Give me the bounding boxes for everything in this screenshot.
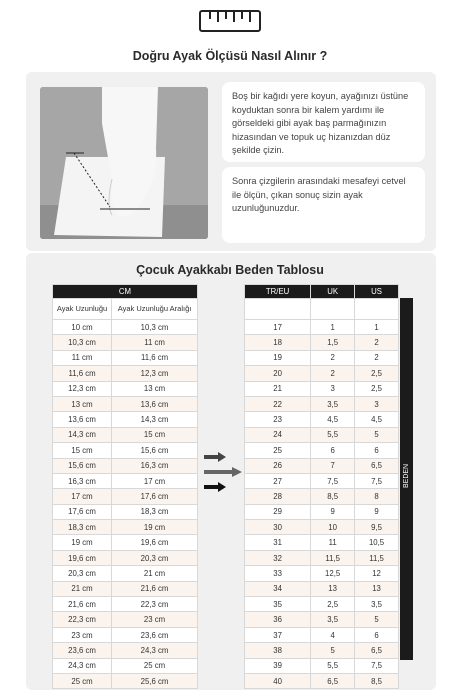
uk-cell: 2 bbox=[311, 350, 355, 365]
size-row bbox=[245, 427, 399, 442]
size-row-cm bbox=[53, 535, 198, 550]
us-cell: 6,5 bbox=[355, 458, 399, 473]
size-row-cm bbox=[53, 673, 198, 688]
foot-range-cell: 21,6 cm bbox=[112, 581, 198, 596]
size-row-cm bbox=[53, 335, 198, 350]
tr-eu-cell: 19 bbox=[245, 350, 311, 365]
tr-eu-cell: 37 bbox=[245, 627, 311, 642]
size-row bbox=[245, 458, 399, 473]
us-cell: 11,5 bbox=[355, 550, 399, 565]
cm-table bbox=[52, 284, 198, 689]
size-row bbox=[245, 597, 399, 612]
instruction-card-2: Sonra çizgilerin arasındaki mesafeyi cetvel ile ölçün, çıkan sonuç sizin ayak uzunluğunuzdur. bbox=[222, 167, 425, 243]
foot-length-cell: 25 cm bbox=[53, 673, 112, 688]
size-row bbox=[245, 443, 399, 458]
us-cell: 6 bbox=[355, 443, 399, 458]
tr-eu-cell: 35 bbox=[245, 597, 311, 612]
us-cell: 8 bbox=[355, 489, 399, 504]
size-row bbox=[245, 535, 399, 550]
uk-cell: 11,5 bbox=[311, 550, 355, 565]
us-cell: 13 bbox=[355, 581, 399, 596]
size-row-cm bbox=[53, 350, 198, 365]
size-row bbox=[245, 643, 399, 658]
foot-length-cell: 16,3 cm bbox=[53, 473, 112, 488]
foot-range-cell: 11,6 cm bbox=[112, 350, 198, 365]
tr-eu-cell: 22 bbox=[245, 396, 311, 411]
us-cell: 5 bbox=[355, 612, 399, 627]
size-row-cm bbox=[53, 566, 198, 581]
us-cell: 4,5 bbox=[355, 412, 399, 427]
size-row-cm bbox=[53, 366, 198, 381]
foot-length-cell: 21 cm bbox=[53, 581, 112, 596]
foot-length-cell: 10 cm bbox=[53, 320, 112, 335]
size-row-cm bbox=[53, 581, 198, 596]
uk-cell: 5,5 bbox=[311, 427, 355, 442]
tr-eu-cell: 18 bbox=[245, 335, 311, 350]
size-row-cm bbox=[53, 381, 198, 396]
size-row-cm bbox=[53, 458, 198, 473]
uk-cell: 3,5 bbox=[311, 396, 355, 411]
foot-length-cell: 23 cm bbox=[53, 627, 112, 642]
cm-header: CM bbox=[53, 285, 198, 299]
uk-cell: 11 bbox=[311, 535, 355, 550]
us-cell: 3 bbox=[355, 396, 399, 411]
foot-length-cell: 15,6 cm bbox=[53, 458, 112, 473]
foot-length-cell: 19,6 cm bbox=[53, 550, 112, 565]
tr-eu-cell: 29 bbox=[245, 504, 311, 519]
size-row-cm bbox=[53, 489, 198, 504]
size-row bbox=[245, 473, 399, 488]
us-cell: 7,5 bbox=[355, 473, 399, 488]
size-row bbox=[245, 504, 399, 519]
us-cell: 2 bbox=[355, 350, 399, 365]
uk-cell: 2,5 bbox=[311, 597, 355, 612]
tr-eu-cell: 40 bbox=[245, 673, 311, 688]
size-row-cm bbox=[53, 396, 198, 411]
foot-length-cell: 24,3 cm bbox=[53, 658, 112, 673]
foot-measure-image bbox=[40, 87, 208, 239]
tr-eu-cell: 28 bbox=[245, 489, 311, 504]
foot-range-cell: 14,3 cm bbox=[112, 412, 198, 427]
size-row bbox=[245, 581, 399, 596]
foot-range-cell: 22,3 cm bbox=[112, 597, 198, 612]
tr-eu-cell: 23 bbox=[245, 412, 311, 427]
tr-eu-cell: 31 bbox=[245, 535, 311, 550]
size-row bbox=[245, 335, 399, 350]
uk-cell: 12,5 bbox=[311, 566, 355, 581]
us-cell: 2,5 bbox=[355, 366, 399, 381]
foot-range-cell: 19 cm bbox=[112, 520, 198, 535]
size-row bbox=[245, 320, 399, 335]
foot-length-cell: 11 cm bbox=[53, 350, 112, 365]
size-row-cm bbox=[53, 320, 198, 335]
uk-cell: 1,5 bbox=[311, 335, 355, 350]
foot-length-cell: 11,6 cm bbox=[53, 366, 112, 381]
foot-length-cell: 17,6 cm bbox=[53, 504, 112, 519]
foot-range-cell: 17,6 cm bbox=[112, 489, 198, 504]
us-cell: 10,5 bbox=[355, 535, 399, 550]
us-cell: 1 bbox=[355, 320, 399, 335]
tr-eu-cell: 36 bbox=[245, 612, 311, 627]
size-chart-title: Çocuk Ayakkabı Beden Tablosu bbox=[136, 263, 324, 277]
size-row bbox=[245, 612, 399, 627]
us-cell: 9,5 bbox=[355, 520, 399, 535]
foot-range-cell: 16,3 cm bbox=[112, 458, 198, 473]
foot-length-cell: 20,3 cm bbox=[53, 566, 112, 581]
tr-eu-cell: 30 bbox=[245, 520, 311, 535]
size-row bbox=[245, 658, 399, 673]
foot-range-cell: 25 cm bbox=[112, 658, 198, 673]
uk-cell: 2 bbox=[311, 366, 355, 381]
tr-eu-cell: 17 bbox=[245, 320, 311, 335]
foot-length-cell: 22,3 cm bbox=[53, 612, 112, 627]
foot-range-cell: 23 cm bbox=[112, 612, 198, 627]
foot-length-cell: 12,3 cm bbox=[53, 381, 112, 396]
tr-eu-cell: 24 bbox=[245, 427, 311, 442]
size-row bbox=[245, 412, 399, 427]
foot-range-cell: 20,3 cm bbox=[112, 550, 198, 565]
us-cell: 8,5 bbox=[355, 673, 399, 688]
col-foot-length: Ayak Uzunluğu bbox=[53, 299, 112, 320]
measure-title: Doğru Ayak Ölçüsü Nasıl Alınır ? bbox=[132, 49, 328, 63]
size-row-cm bbox=[53, 643, 198, 658]
size-row-cm bbox=[53, 627, 198, 642]
uk-header: UK bbox=[311, 285, 355, 299]
us-cell: 6,5 bbox=[355, 643, 399, 658]
tr-eu-cell: 26 bbox=[245, 458, 311, 473]
foot-length-cell: 17 cm bbox=[53, 489, 112, 504]
beden-label: BEDEN bbox=[403, 463, 410, 488]
size-row bbox=[245, 381, 399, 396]
foot-range-cell: 24,3 cm bbox=[112, 643, 198, 658]
tr-eu-cell: 27 bbox=[245, 473, 311, 488]
us-cell: 9 bbox=[355, 504, 399, 519]
instruction-card-1: Boş bir kağıdı yere koyun, ayağınızı üstüne koyduktan sonra bir kalem yardımı ile görseldeki gibi ayak baş parmağınızın hizasından ve topuk uç hizanızdan düz şekilde çizin. bbox=[222, 82, 425, 162]
size-row-cm bbox=[53, 658, 198, 673]
us-cell: 7,5 bbox=[355, 658, 399, 673]
tr-eu-header: TR/EU bbox=[245, 285, 311, 299]
foot-range-cell: 15,6 cm bbox=[112, 443, 198, 458]
tr-eu-cell: 32 bbox=[245, 550, 311, 565]
foot-range-cell: 17 cm bbox=[112, 473, 198, 488]
us-cell: 3,5 bbox=[355, 597, 399, 612]
foot-length-cell: 19 cm bbox=[53, 535, 112, 550]
size-row bbox=[245, 396, 399, 411]
foot-length-cell: 18,3 cm bbox=[53, 520, 112, 535]
foot-range-cell: 10,3 cm bbox=[112, 320, 198, 335]
uk-cell: 4,5 bbox=[311, 412, 355, 427]
uk-cell: 4 bbox=[311, 627, 355, 642]
uk-cell: 8,5 bbox=[311, 489, 355, 504]
us-cell: 6 bbox=[355, 627, 399, 642]
foot-range-cell: 21 cm bbox=[112, 566, 198, 581]
foot-range-cell: 25,6 cm bbox=[112, 673, 198, 688]
size-row-cm bbox=[53, 504, 198, 519]
foot-length-cell: 15 cm bbox=[53, 443, 112, 458]
size-row bbox=[245, 366, 399, 381]
arrow-right-icon bbox=[204, 467, 242, 477]
uk-cell: 7 bbox=[311, 458, 355, 473]
foot-range-cell: 18,3 cm bbox=[112, 504, 198, 519]
us-cell: 5 bbox=[355, 427, 399, 442]
foot-range-cell: 13 cm bbox=[112, 381, 198, 396]
uk-cell: 6,5 bbox=[311, 673, 355, 688]
tr-eu-cell: 34 bbox=[245, 581, 311, 596]
size-row bbox=[245, 627, 399, 642]
us-cell: 2 bbox=[355, 335, 399, 350]
size-row bbox=[245, 673, 399, 688]
size-row bbox=[245, 350, 399, 365]
foot-length-cell: 14,3 cm bbox=[53, 427, 112, 442]
size-row bbox=[245, 489, 399, 504]
foot-range-cell: 23,6 cm bbox=[112, 627, 198, 642]
tr-eu-cell: 21 bbox=[245, 381, 311, 396]
tr-eu-cell: 33 bbox=[245, 566, 311, 581]
ruler-icon bbox=[199, 10, 261, 32]
tr-eu-cell: 25 bbox=[245, 443, 311, 458]
foot-length-cell: 21,6 cm bbox=[53, 597, 112, 612]
size-row-cm bbox=[53, 473, 198, 488]
uk-cell: 5,5 bbox=[311, 658, 355, 673]
size-table bbox=[244, 284, 399, 689]
tr-eu-cell: 20 bbox=[245, 366, 311, 381]
foot-length-cell: 10,3 cm bbox=[53, 335, 112, 350]
tr-eu-cell: 38 bbox=[245, 643, 311, 658]
foot-range-cell: 19,6 cm bbox=[112, 535, 198, 550]
size-row-cm bbox=[53, 597, 198, 612]
us-cell: 2,5 bbox=[355, 381, 399, 396]
uk-cell: 3,5 bbox=[311, 612, 355, 627]
foot-length-cell: 23,6 cm bbox=[53, 643, 112, 658]
col-foot-range: Ayak Uzunluğu Aralığı bbox=[112, 299, 198, 320]
uk-cell: 1 bbox=[311, 320, 355, 335]
us-cell: 12 bbox=[355, 566, 399, 581]
size-row bbox=[245, 550, 399, 565]
size-row-cm bbox=[53, 427, 198, 442]
us-header: US bbox=[355, 285, 399, 299]
size-row-cm bbox=[53, 520, 198, 535]
uk-cell: 10 bbox=[311, 520, 355, 535]
arrows-group bbox=[204, 452, 242, 497]
tr-eu-cell: 39 bbox=[245, 658, 311, 673]
size-row-cm bbox=[53, 412, 198, 427]
foot-range-cell: 12,3 cm bbox=[112, 366, 198, 381]
foot-range-cell: 15 cm bbox=[112, 427, 198, 442]
uk-cell: 9 bbox=[311, 504, 355, 519]
foot-range-cell: 13,6 cm bbox=[112, 396, 198, 411]
size-row bbox=[245, 566, 399, 581]
size-row bbox=[245, 520, 399, 535]
uk-cell: 6 bbox=[311, 443, 355, 458]
foot-range-cell: 11 cm bbox=[112, 335, 198, 350]
size-row-cm bbox=[53, 550, 198, 565]
arrow-right-icon bbox=[204, 482, 226, 492]
arrow-right-icon bbox=[204, 452, 226, 462]
size-row-cm bbox=[53, 443, 198, 458]
foot-length-cell: 13,6 cm bbox=[53, 412, 112, 427]
uk-cell: 5 bbox=[311, 643, 355, 658]
uk-cell: 7,5 bbox=[311, 473, 355, 488]
size-row-cm bbox=[53, 612, 198, 627]
foot-length-cell: 13 cm bbox=[53, 396, 112, 411]
uk-cell: 13 bbox=[311, 581, 355, 596]
uk-cell: 3 bbox=[311, 381, 355, 396]
